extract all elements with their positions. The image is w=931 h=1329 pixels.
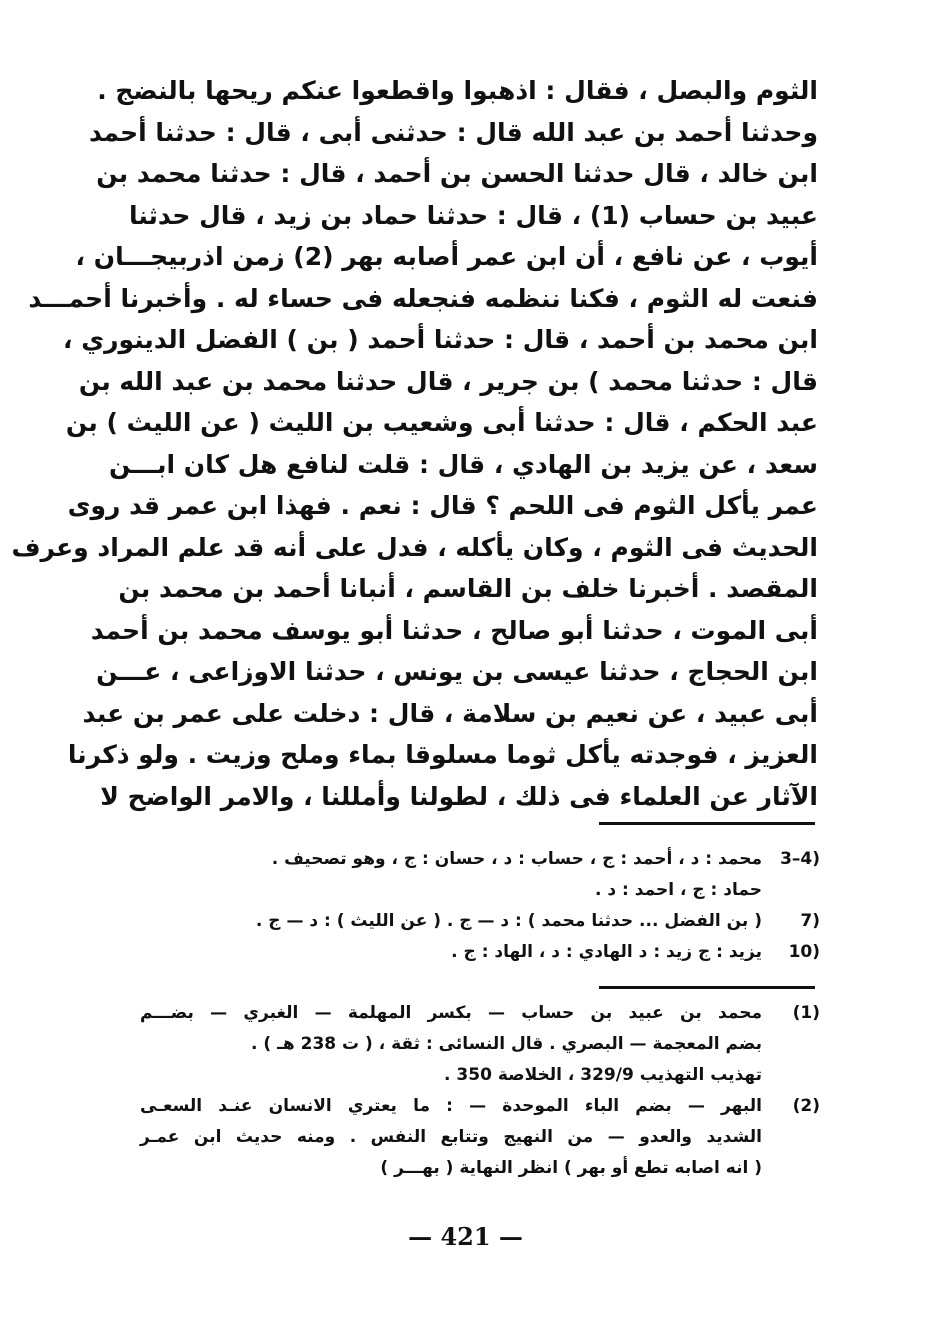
footnote-text: بضم المعجمة — البصري . قال النسائى : ثقة ، ( ت 238 هـ ) . (251, 1034, 762, 1054)
variant-notes (140, 844, 820, 968)
text-line: الحديث فى الثوم ، وكان يأكله ، فدل على أنه قد علم المراد وعرف (11, 532, 818, 562)
variant-note-text: ( بن الفضل ... حدثنا محمد ) : د — ج . ( عن الليث ) : د — ج . (255, 911, 762, 931)
text-line: الثوم والبصل ، فقال : اذهبوا واقطعوا عنكم ريحها بالنضج . (97, 76, 818, 105)
text-line: عبيد بن حساب (1) ، قال : حدثنا حماد بن زيد ، قال حدثنا (128, 200, 818, 230)
variant-note-continuation (140, 875, 820, 906)
text-line: أبى عبيد ، عن نعيم بن سلامة ، قال : دخلت على عمر بن عبد (82, 698, 818, 728)
text-line: وحدثنا أحمد بن عبد الله قال : حدثنى أبى ، قال : حدثنا أحمد (88, 117, 818, 147)
text-line: العزيز ، فوجدته يأكل ثوما مسلوقا بماء وملح وزيت . ولو ذكرنا (67, 740, 818, 769)
variant-note-text: حماد : ج ، احمد : د . (595, 880, 762, 900)
variant-note-text: محمد : د ، أحمد : ج ، حساب : د ، حسان : ج ، وهو تصحيف . (271, 849, 762, 869)
text-line: فنعت له الثوم ، فكنا ننظمه فنجعله فى حساء له . وأخبرنا أحمـــد (28, 283, 818, 313)
footnote-continuation (140, 1060, 820, 1091)
footnote-text: تهذيب التهذيب 329/9 ، الخلاصة 350 . (444, 1065, 762, 1085)
text-line: أبى الموت ، حدثنا أبو صالح ، حدثنا أبو يوسف محمد بن أحمد (90, 615, 818, 645)
page-number: — 421 — (408, 1222, 523, 1251)
footnote (140, 1091, 820, 1122)
footnote-continuation (140, 1122, 820, 1153)
text-line: ابن خالد ، قال حدثنا الحسن بن أحمد ، قال : حدثنا محمد بن (96, 159, 818, 188)
footnote-text: محمد بن عبيد بن حساب — بكسر المهلمة — الغبري — بضـــم (140, 1003, 762, 1023)
text-line: الآثار عن العلماء فى ذلك ، لطولنا وأمللنا ، والامر الواضح لا (100, 781, 818, 811)
footnote (140, 998, 820, 1029)
text-line: ابن الحجاج ، حدثنا عيسى بن يونس ، حدثنا الاوزاعى ، عـــن (96, 657, 818, 686)
variant-note-number: 7) (800, 911, 820, 931)
footnote-number: (1) (792, 1003, 820, 1023)
text-line: قال : حدثنا محمد ) بن جرير ، قال حدثنا محمد بن عبد الله بن (78, 366, 818, 396)
text-line: ابن محمد بن أحمد ، قال : حدثنا أحمد ( بن ) الفضل الدينوري ، (63, 325, 818, 354)
variant-note (140, 906, 820, 937)
variants-divider (599, 822, 815, 825)
footnote-text: البهر — بضم الباء الموحدة — : ما يعتري الانسان عنـد السعـى (140, 1096, 762, 1116)
variant-note-number: 3–4) (780, 849, 820, 869)
text-line: المقصد . أخبرنا خلف بن القاسم ، أنبانا أحمد بن محمد بن (118, 574, 818, 603)
text-line: سعد ، عن يزيد بن الهادي ، قال : قلت لنافع هل كان ابـــن (108, 449, 818, 479)
footnote-number: (2) (792, 1096, 820, 1116)
main-text-block (11, 70, 818, 817)
variant-note (140, 937, 820, 968)
variant-note (140, 844, 820, 875)
footnotes (140, 998, 820, 1184)
text-line: عبد الحكم ، قال : حدثنا أبى وشعيب بن الليث ( عن الليث ) بن (65, 408, 818, 437)
variant-note-number: 10) (788, 942, 820, 962)
footnote-text: الشديد والعدو — من النهيج وتتابع النفس . ومنه حديث ابن عمـر (140, 1127, 762, 1147)
footnotes-divider (599, 986, 815, 989)
footnote-continuation (140, 1153, 820, 1184)
text-line: عمر يأكل الثوم فى اللحم ؟ قال : نعم . فهذا ابن عمر قد روى (67, 491, 818, 520)
footnote-continuation (140, 1029, 820, 1060)
text-line: أيوب ، عن نافع ، أن ابن عمر أصابه بهر (2) زمن اذربيجـــان ، (75, 242, 818, 271)
footnote-text: ( انه اصابه تطع أو بهر ) انظر النهاية ( بهـــر ) (380, 1158, 762, 1178)
variant-note-text: يزيد : ج زيد : د الهادي : د ، الهاد : ج . (451, 942, 762, 962)
